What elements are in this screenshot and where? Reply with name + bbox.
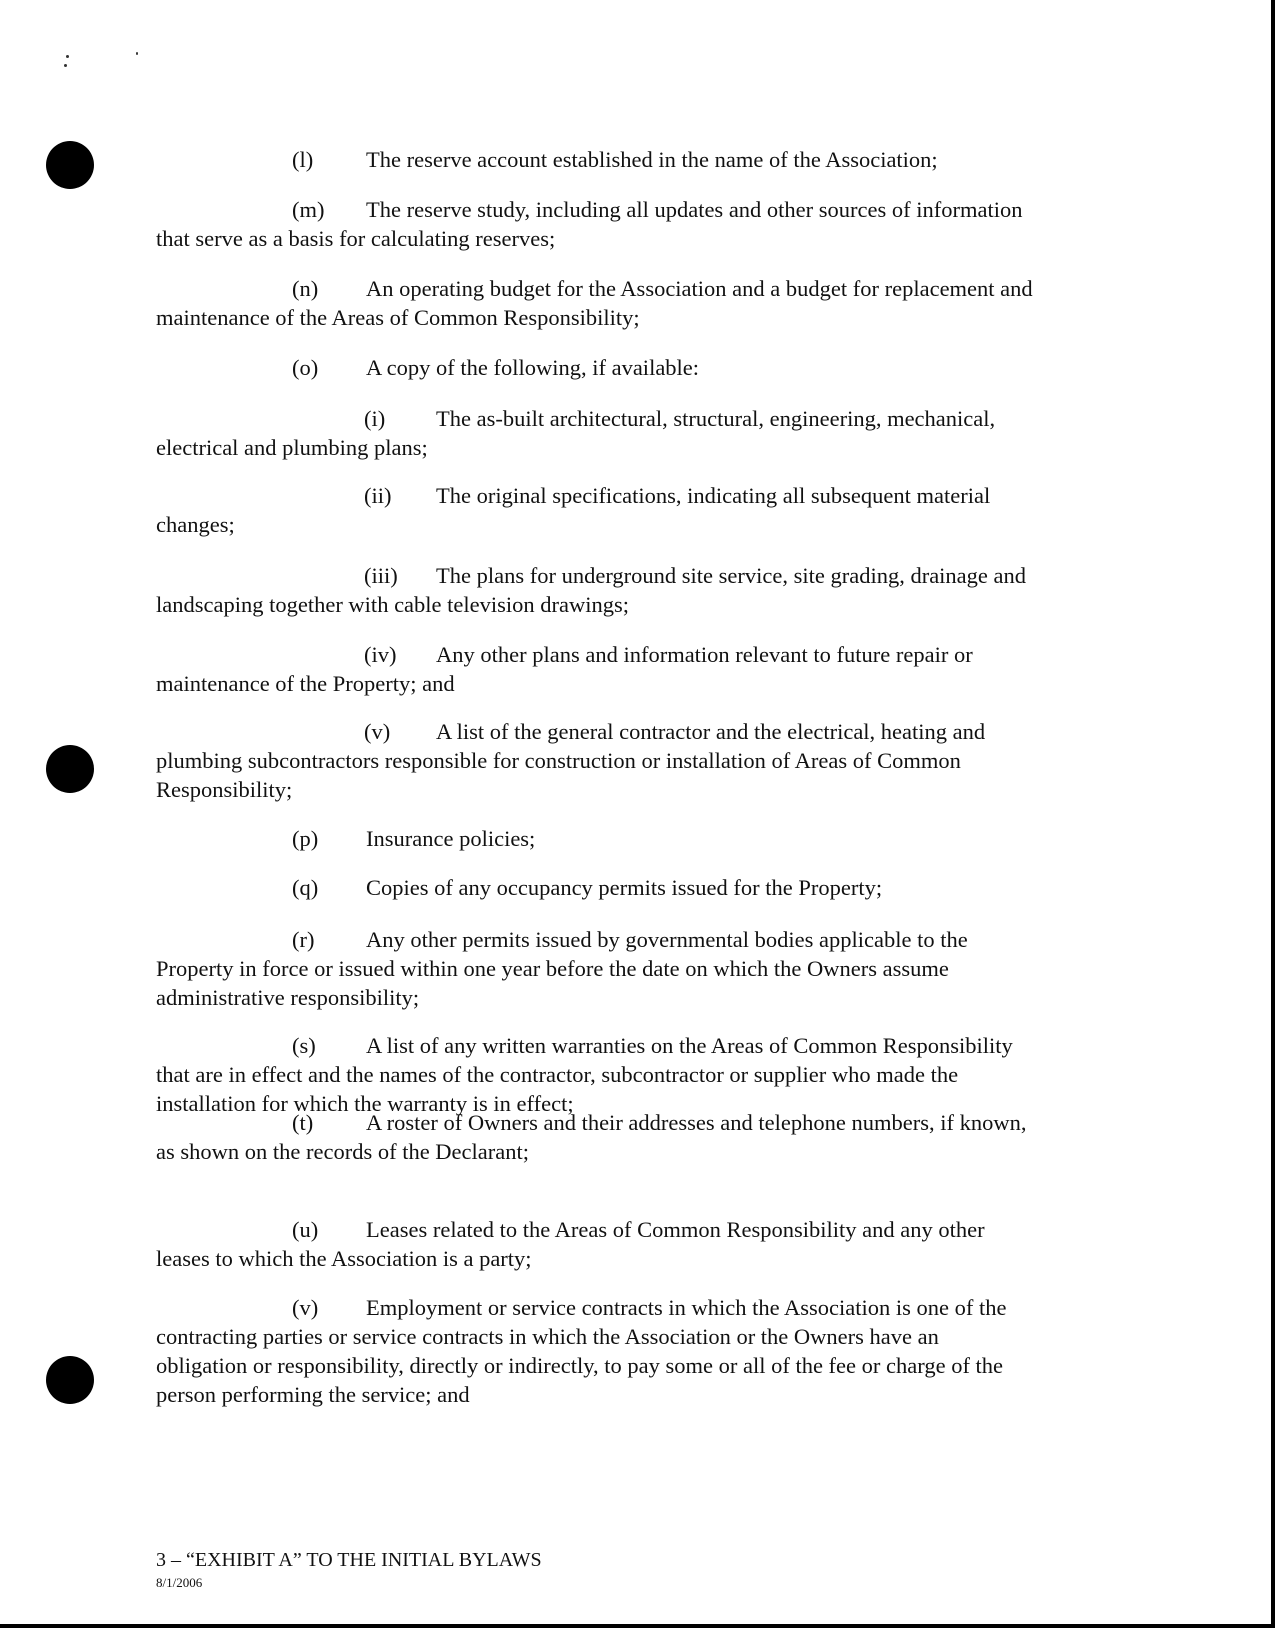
item-text-line: Property in force or issued within one year before the date on which the Owners assume bbox=[156, 956, 949, 981]
item-label: (i) bbox=[364, 406, 386, 431]
item-label: (u) bbox=[292, 1217, 319, 1242]
item-text-line: The reserve study, including all updates and other sources of information bbox=[366, 197, 1023, 222]
item-text-line: landscaping together with cable television drawings; bbox=[156, 592, 629, 617]
footer-title: 3 – “EXHIBIT A” TO THE INITIAL BYLAWS bbox=[156, 1549, 542, 1571]
item-text-line: A roster of Owners and their addresses and telephone numbers, if known, bbox=[366, 1110, 1027, 1135]
list-item bbox=[156, 481, 1116, 539]
item-label: (iv) bbox=[364, 642, 397, 667]
list-item bbox=[156, 1293, 1116, 1409]
list-item bbox=[156, 1215, 1116, 1273]
item-text-line: Insurance policies; bbox=[366, 826, 536, 851]
list-item bbox=[156, 353, 1116, 382]
item-label: (iii) bbox=[364, 563, 398, 588]
scan-speck bbox=[64, 64, 67, 67]
item-text-line: maintenance of the Property; and bbox=[156, 671, 455, 696]
item-text-line: Any other permits issued by governmental bodies applicable to the bbox=[366, 927, 968, 952]
item-text-line: administrative responsibility; bbox=[156, 985, 420, 1010]
item-label: (v) bbox=[292, 1295, 319, 1320]
item-text-line: The plans for underground site service, site grading, drainage and bbox=[436, 563, 1027, 588]
item-text-line: The original specifications, indicating all subsequent material bbox=[436, 483, 991, 508]
item-text-line: Copies of any occupancy permits issued for the Property; bbox=[366, 875, 883, 900]
punch-hole bbox=[46, 745, 94, 793]
item-text-line: A copy of the following, if available: bbox=[366, 355, 700, 380]
item-text-line: contracting parties or service contracts in which the Association or the Owners have an bbox=[156, 1324, 939, 1349]
item-label: (p) bbox=[292, 826, 319, 851]
item-label: (q) bbox=[292, 875, 319, 900]
item-label: (ii) bbox=[364, 483, 392, 508]
item-text-line: that serve as a basis for calculating reserves; bbox=[156, 226, 556, 251]
item-text-line: An operating budget for the Association and a budget for replacement and bbox=[366, 276, 1033, 301]
list-item bbox=[156, 717, 1116, 804]
item-text-line: Leases related to the Areas of Common Responsibility and any other bbox=[366, 1217, 985, 1242]
list-item bbox=[156, 824, 1116, 853]
list-item bbox=[156, 1108, 1116, 1166]
scan-speck bbox=[66, 55, 69, 58]
item-text-line: electrical and plumbing plans; bbox=[156, 435, 428, 460]
item-text-line: Any other plans and information relevant to future repair or bbox=[436, 642, 973, 667]
item-text-line: The as-built architectural, structural, engineering, mechanical, bbox=[436, 406, 996, 431]
item-text-line: maintenance of the Areas of Common Responsibility; bbox=[156, 305, 640, 330]
item-label: (t) bbox=[292, 1110, 314, 1135]
item-text-line: plumbing subcontractors responsible for construction or installation of Areas of Common bbox=[156, 748, 961, 773]
item-text-line: A list of the general contractor and the electrical, heating and bbox=[436, 719, 986, 744]
list-item bbox=[156, 274, 1116, 332]
item-text-line: Employment or service contracts in which the Association is one of the bbox=[366, 1295, 1007, 1320]
list-item bbox=[156, 925, 1116, 1012]
item-label: (m) bbox=[292, 197, 325, 222]
list-item bbox=[156, 145, 1116, 174]
item-label: (o) bbox=[292, 355, 319, 380]
item-text-line: leases to which the Association is a party; bbox=[156, 1246, 532, 1271]
item-text-line: as shown on the records of the Declarant; bbox=[156, 1139, 529, 1164]
punch-hole bbox=[46, 1356, 94, 1404]
footer-date: 8/1/2006 bbox=[156, 1575, 203, 1590]
list-item bbox=[156, 195, 1116, 253]
list-item bbox=[156, 640, 1116, 698]
punch-hole bbox=[46, 141, 94, 189]
scan-speck bbox=[136, 52, 138, 55]
item-label: (v) bbox=[364, 719, 391, 744]
item-label: (r) bbox=[292, 927, 315, 952]
item-label: (s) bbox=[292, 1033, 316, 1058]
item-text-line: installation for which the warranty is in effect; bbox=[156, 1091, 574, 1116]
item-text-line: that are in effect and the names of the contractor, subcontractor or supplier who made the bbox=[156, 1062, 959, 1087]
item-text-line: The reserve account established in the name of the Association; bbox=[366, 147, 938, 172]
list-item bbox=[156, 404, 1116, 462]
list-item bbox=[156, 1031, 1116, 1118]
item-text-line: changes; bbox=[156, 512, 235, 537]
item-text-line: A list of any written warranties on the Areas of Common Responsibility bbox=[366, 1033, 1013, 1058]
item-text-line: obligation or responsibility, directly or indirectly, to pay some or all of the fee or charge of the bbox=[156, 1353, 1004, 1378]
list-item bbox=[156, 561, 1116, 619]
item-label: (l) bbox=[292, 147, 314, 172]
list-item bbox=[156, 873, 1116, 902]
item-text-line: person performing the service; and bbox=[156, 1382, 470, 1407]
item-text-line: Responsibility; bbox=[156, 777, 293, 802]
item-label: (n) bbox=[292, 276, 319, 301]
